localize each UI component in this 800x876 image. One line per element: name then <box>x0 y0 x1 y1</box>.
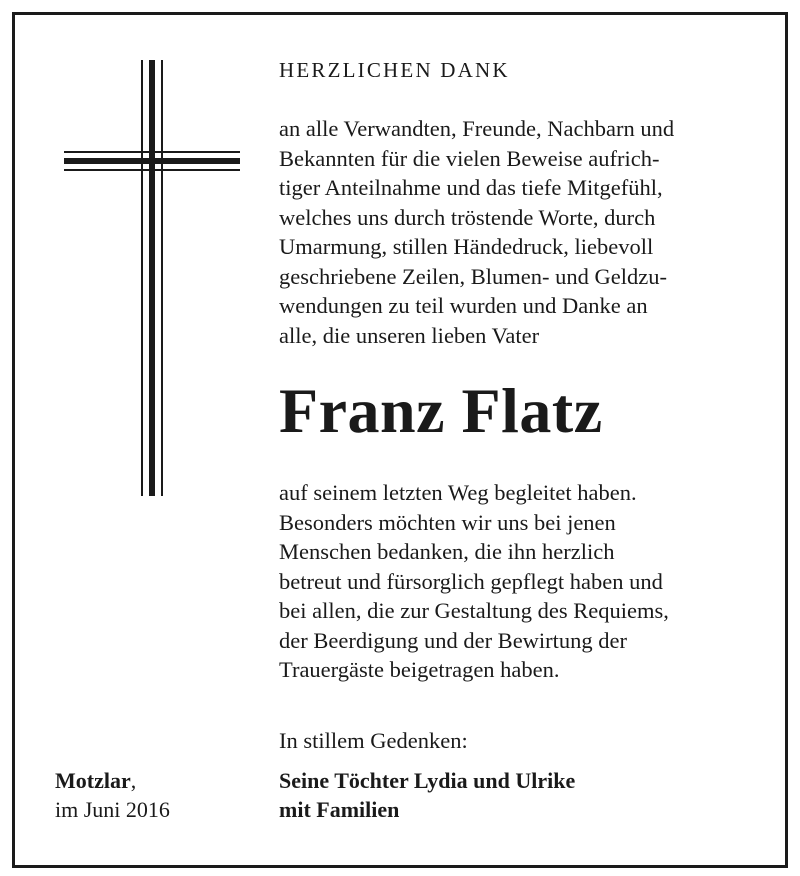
intro-line: alle, die unseren lieben Vater <box>279 322 540 348</box>
cross-icon <box>64 60 240 496</box>
notice-date: im Juni 2016 <box>55 797 170 822</box>
continuation-line: der Beerdigung und der Bewirtung der <box>279 627 628 653</box>
intro-line: geschriebene Zeilen, Blumen- und Geldzu- <box>279 263 667 289</box>
intro-line: Umarmung, stillen Händedruck, liebevoll <box>279 234 654 259</box>
continuation-line: Besonders möchten wir uns bei jenen <box>279 509 616 535</box>
continuation-line: Trauergäste beigetragen haben. <box>279 657 560 682</box>
signature-line: mit Familien <box>279 797 400 822</box>
place-town: Motzlar <box>55 768 131 793</box>
cross-outline-top <box>64 151 240 153</box>
signature <box>279 766 575 824</box>
cross-beam-vertical <box>149 60 155 496</box>
place-comma: , <box>130 768 137 793</box>
signature-line: Seine Töchter Lydia und Ulrike <box>279 768 576 793</box>
closing-line: In stillem Gedenken: <box>279 728 468 753</box>
cross-beam-horizontal <box>64 158 240 164</box>
intro-line: wendungen zu teil wurden und Danke an <box>279 293 648 318</box>
notice-heading: HERZLICHEN DANK <box>279 58 510 82</box>
cross-outline-bottom <box>64 169 240 171</box>
cross-outline-right <box>161 60 163 496</box>
place-line <box>55 766 170 795</box>
intro-line: tiger Anteilnahme und das tiefe Mitgefühl, <box>279 175 663 200</box>
intro-line: an alle Verwandten, Freunde, Nachbarn und <box>279 116 675 141</box>
continuation-line: auf seinem letzten Weg begleitet haben. <box>279 480 637 505</box>
continuation-line: Menschen bedanken, die ihn herzlich <box>279 539 615 564</box>
deceased-name: Franz Flatz <box>279 375 603 446</box>
intro-line: Bekannten für die vielen Beweise aufrich- <box>279 145 660 171</box>
continuation-line: bei allen, die zur Gestaltung des Requiems, <box>279 598 669 623</box>
cross-outline-left <box>141 60 143 496</box>
continuation-line: betreut und fürsorglich gepflegt haben und <box>279 568 663 594</box>
continuation-text <box>279 478 669 685</box>
intro-line: welches uns durch tröstende Worte, durch <box>279 204 656 230</box>
intro-text <box>279 114 674 350</box>
closing-text <box>279 726 468 756</box>
place-date <box>55 766 170 824</box>
